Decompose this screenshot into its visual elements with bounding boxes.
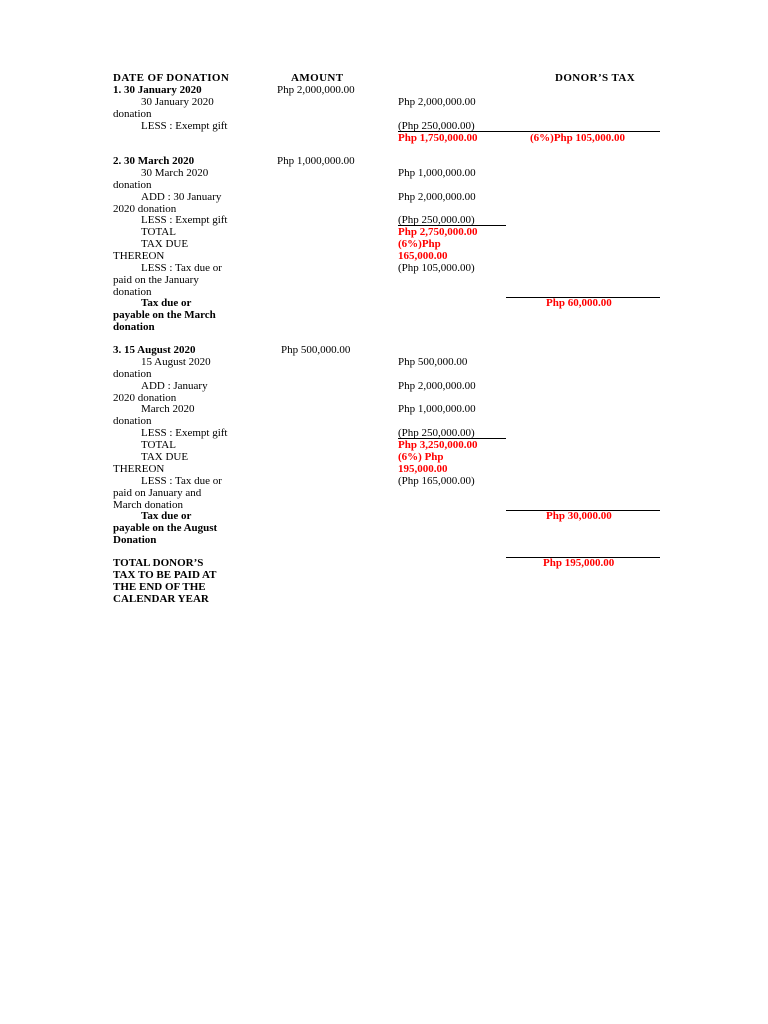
aug-less-prior-tax-cont2: March donation (113, 499, 183, 511)
total-donors-tax-value: Php 195,000.00 (543, 557, 615, 569)
mar-tax-payable-label-cont: payable on the March (113, 309, 216, 321)
mar-add-jan-value: Php 2,000,000.00 (398, 191, 476, 203)
mar-add-jan-cont: 2020 donation (113, 203, 177, 215)
total-label-line3: THE END OF THE (113, 581, 206, 593)
aug-tax-payable-label-cont2: Donation (113, 534, 157, 546)
jan-heading: 1. 30 January 2020 (113, 84, 202, 96)
aug-tax-payable-value: Php 30,000.00 (546, 510, 612, 522)
aug-tax-payable-label-cont: payable on the August (113, 522, 218, 534)
aug-less-exempt-value: (Php 250,000.00) (398, 427, 475, 439)
aug-less-exempt: LESS : Exempt gift (141, 427, 228, 439)
jan-less-exempt-value: (Php 250,000.00) (398, 120, 475, 132)
mar-tax-payable-label: Tax due or (141, 297, 192, 309)
total-label-line2: TAX TO BE PAID AT (113, 569, 217, 581)
aug-tax-due-rate: (6%) Php (398, 451, 444, 463)
header-amount: AMOUNT (291, 72, 344, 84)
mar-add-jan: ADD : 30 January (141, 191, 222, 203)
mar-line1-value: Php 1,000,000.00 (398, 167, 476, 179)
jan-donors-tax: (6%)Php 105,000.00 (530, 132, 626, 144)
aug-add-mar-cont: donation (113, 415, 152, 427)
aug-total-value: Php 3,250,000.00 (398, 439, 478, 451)
aug-heading: 3. 15 August 2020 (113, 344, 196, 356)
aug-tax-due-label-cont: THEREON (113, 463, 165, 475)
mar-heading: 2. 30 March 2020 (113, 155, 195, 167)
jan-net-gift: Php 1,750,000.00 (398, 132, 478, 144)
mar-line1-cont: donation (113, 179, 152, 191)
mar-less-prior-tax: LESS : Tax due or (141, 262, 222, 274)
mar-less-exempt-value: (Php 250,000.00) (398, 214, 475, 226)
mar-less-prior-tax-value: (Php 105,000.00) (398, 262, 475, 274)
mar-amount: Php 1,000,000.00 (277, 155, 355, 167)
mar-total-value: Php 2,750,000.00 (398, 226, 478, 238)
jan-less-exempt: LESS : Exempt gift (141, 120, 228, 132)
aug-tax-payable-label: Tax due or (141, 510, 192, 522)
aug-tax-due-value: 195,000.00 (398, 463, 448, 475)
aug-add-jan-value: Php 2,000,000.00 (398, 380, 476, 392)
jan-line1-cont: donation (113, 108, 152, 120)
mar-less-exempt: LESS : Exempt gift (141, 214, 228, 226)
aug-less-prior-tax: LESS : Tax due or (141, 475, 222, 487)
aug-line1-value: Php 500,000.00 (398, 356, 468, 368)
aug-amount: Php 500,000.00 (281, 344, 351, 356)
jan-line1: 30 January 2020 (141, 96, 214, 108)
aug-add-mar: March 2020 (141, 403, 195, 415)
aug-add-jan-cont: 2020 donation (113, 392, 177, 404)
aug-add-mar-value: Php 1,000,000.00 (398, 403, 476, 415)
mar-tax-due-rate: (6%)Php (398, 238, 441, 250)
aug-tax-due-label: TAX DUE (141, 451, 189, 463)
mar-total-label: TOTAL (141, 226, 176, 238)
mar-tax-due-label: TAX DUE (141, 238, 189, 250)
mar-line1: 30 March 2020 (141, 167, 209, 179)
total-label-line4: CALENDAR YEAR (113, 593, 209, 605)
mar-less-prior-tax-cont2: donation (113, 286, 152, 298)
aug-line1-cont: donation (113, 368, 152, 380)
aug-add-jan: ADD : January (141, 380, 208, 392)
aug-line1: 15 August 2020 (141, 356, 211, 368)
mar-tax-due-label-cont: THEREON (113, 250, 165, 262)
mar-tax-due-value: 165,000.00 (398, 250, 448, 262)
mar-tax-payable-label-cont2: donation (113, 321, 155, 333)
total-label-line1: TOTAL DONOR’S (113, 557, 204, 569)
mar-tax-payable-value: Php 60,000.00 (546, 297, 612, 309)
header-date-of-donation: DATE OF DONATION (113, 72, 230, 84)
mar-less-prior-tax-cont: paid on the January (113, 274, 199, 286)
aug-total-label: TOTAL (141, 439, 176, 451)
aug-less-prior-tax-cont: paid on January and (113, 487, 202, 499)
aug-less-prior-tax-value: (Php 165,000.00) (398, 475, 475, 487)
jan-line1-value: Php 2,000,000.00 (398, 96, 476, 108)
header-donors-tax: DONOR’S TAX (555, 72, 636, 84)
jan-amount: Php 2,000,000.00 (277, 84, 355, 96)
